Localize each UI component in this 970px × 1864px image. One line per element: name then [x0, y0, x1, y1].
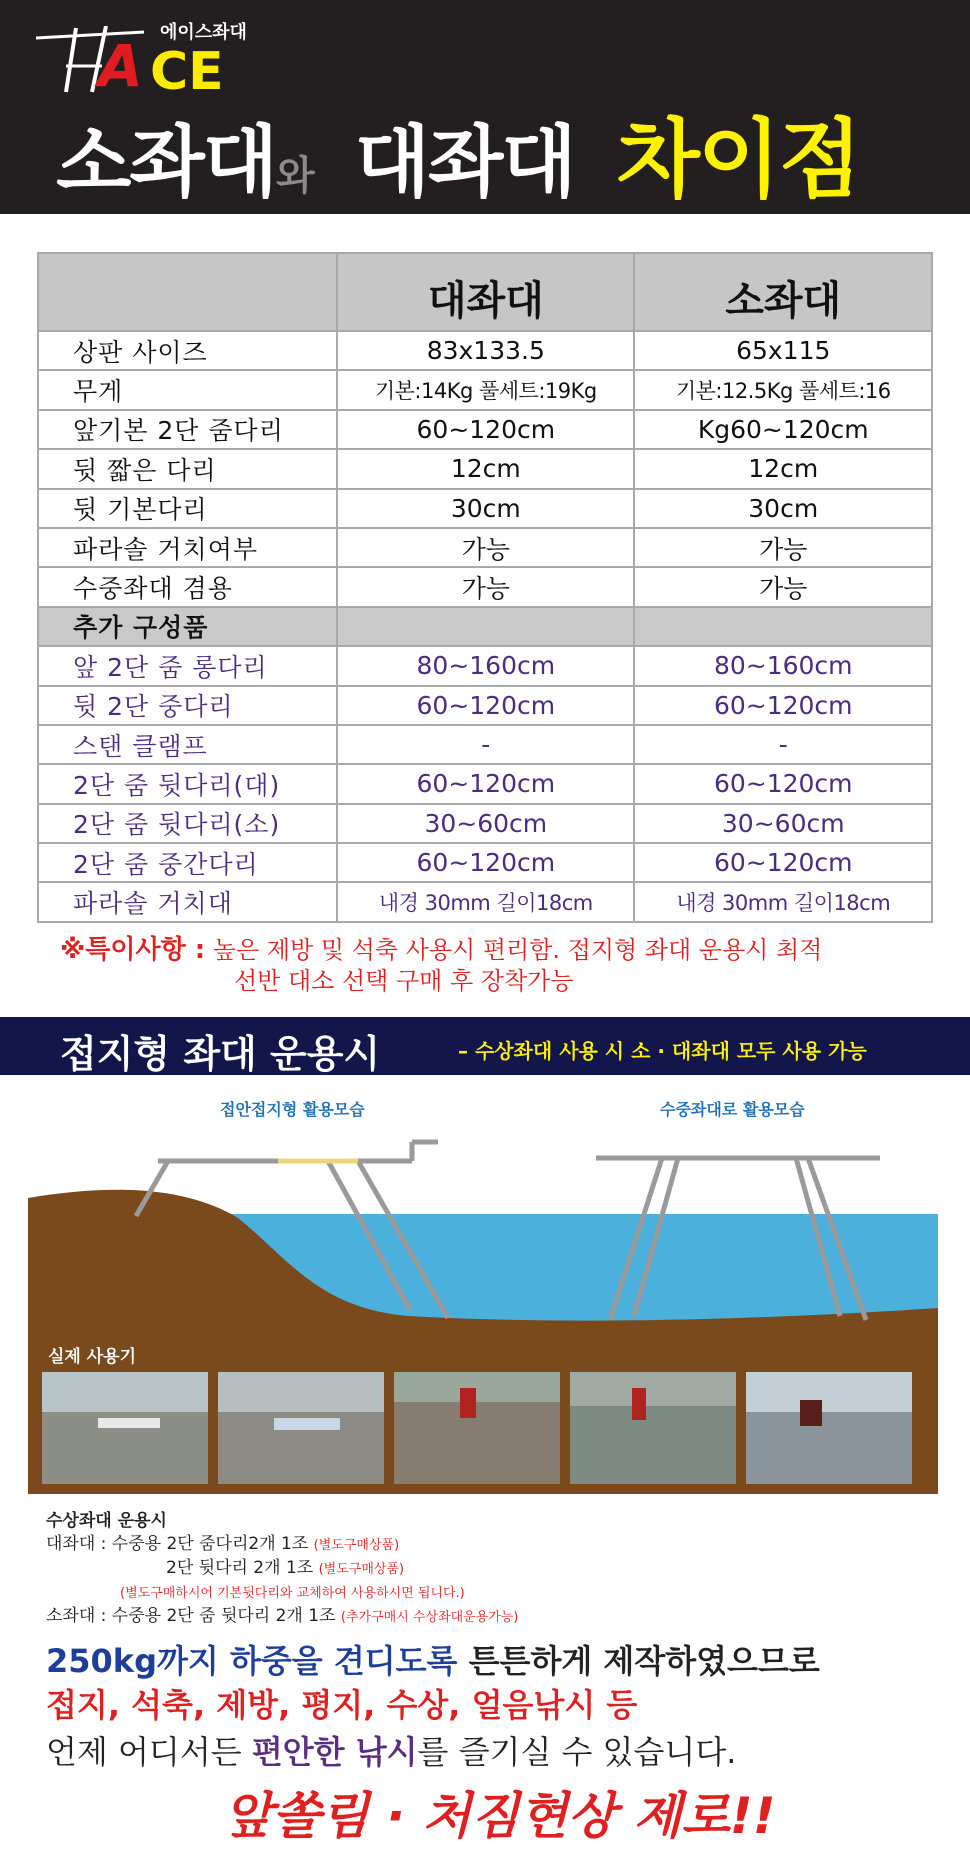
section-label: 추가 구성품 — [38, 607, 337, 646]
row-large-value: 60~120cm — [337, 686, 634, 725]
row-small-value: 60~120cm — [634, 843, 932, 882]
row-small-value: 12cm — [634, 449, 932, 488]
row-large-value: 12cm — [337, 449, 634, 488]
photo-5-chair — [800, 1400, 822, 1426]
row-label: 파라솔 거치대 — [38, 882, 337, 921]
usage-large-note-1: (별도구매상품) — [313, 1538, 400, 1553]
header-large-seat: 대좌대 — [337, 253, 634, 331]
row-small-value: 가능 — [634, 528, 932, 567]
special-note — [60, 935, 940, 997]
photo-1-seat — [98, 1418, 160, 1428]
row-large-value: 가능 — [337, 567, 634, 606]
table-row — [38, 843, 932, 882]
spec-comparison-table — [37, 252, 933, 923]
row-large-value: 60~120cm — [337, 764, 634, 803]
photo-4-sky — [570, 1372, 736, 1406]
photos-label: 실제 사용기 — [48, 1347, 137, 1367]
photo-4-chair — [632, 1388, 646, 1420]
table-header-row — [38, 253, 932, 331]
row-label: 앞기본 2단 줌다리 — [38, 410, 337, 449]
promo-line-1-highlight: 250kg까지 하중을 견디도록 — [46, 1642, 458, 1680]
header-empty-cell — [38, 253, 337, 331]
logo-letter-a: A — [98, 32, 143, 100]
row-large-value: 30cm — [337, 489, 634, 528]
usage-heading: 수상좌대 운용시 — [46, 1511, 167, 1531]
row-small-value: 내경 30mm 길이18cm — [634, 882, 932, 921]
row-large-value: 30~60cm — [337, 804, 634, 843]
row-small-value: 65x115 — [634, 331, 932, 370]
table-row — [38, 410, 932, 449]
usage-large-text-2: 2단 뒷다리 2개 1조 — [166, 1558, 314, 1578]
table-row — [38, 882, 932, 921]
page-title — [56, 90, 860, 210]
promo-line-1 — [46, 1636, 820, 1682]
promo-line-3-post: 를 즐기실 수 있습니다. — [417, 1733, 737, 1771]
promo-line-3 — [46, 1727, 736, 1773]
section-empty-cell — [634, 607, 932, 646]
row-label: 2단 줌 뒷다리(대) — [38, 764, 337, 803]
usage-large-line-1 — [46, 1533, 518, 1557]
title-connector: 와 — [276, 153, 315, 199]
banner-title: 접지형 좌대 운용시 — [60, 1032, 381, 1076]
row-small-value: 30cm — [634, 489, 932, 528]
water-usage-info — [46, 1510, 518, 1629]
caption-water-usage: 수중좌대로 활용모습 — [660, 1100, 805, 1119]
row-label: 앞 2단 줌 롱다리 — [38, 646, 337, 685]
row-label: 뒷 기본다리 — [38, 489, 337, 528]
note-prefix: ※특이사항 : — [60, 935, 206, 965]
table-row — [38, 370, 932, 409]
row-small-value: 60~120cm — [634, 686, 932, 725]
row-large-value: 60~120cm — [337, 843, 634, 882]
table-row — [38, 686, 932, 725]
header-small-seat: 소좌대 — [634, 253, 932, 331]
title-large-seat: 대좌대 — [354, 118, 575, 208]
usage-small-line — [46, 1605, 518, 1629]
photo-3-sky — [394, 1372, 560, 1402]
row-label: 파라솔 거치여부 — [38, 528, 337, 567]
usage-large-note-2: (별도구매상품) — [318, 1562, 405, 1577]
note-line-2: 선반 대소 선택 구매 후 장착가능 — [234, 967, 574, 995]
row-small-value: 기본:12.5Kg 풀세트:16 — [634, 370, 932, 409]
usage-banner — [0, 1017, 970, 1075]
usage-large-line-2 — [46, 1557, 518, 1581]
row-small-value: - — [634, 725, 932, 764]
row-small-value: 30~60cm — [634, 804, 932, 843]
header-banner — [0, 0, 970, 214]
usage-large-note-3: (별도구매하시어 기본뒷다리와 교체하여 사용하시면 됩니다.) — [120, 1586, 465, 1601]
row-small-value: 80~160cm — [634, 646, 932, 685]
promo-line-3-pre: 언제 어디서든 — [46, 1733, 252, 1771]
table-row — [38, 804, 932, 843]
row-label: 수중좌대 겸용 — [38, 567, 337, 606]
row-label: 상판 사이즈 — [38, 331, 337, 370]
title-small-seat: 소좌대 — [56, 118, 277, 208]
logo-subtitle: 에이스좌대 — [160, 22, 247, 43]
row-label: 스탠 클램프 — [38, 725, 337, 764]
row-large-value: 60~120cm — [337, 410, 634, 449]
promo-line-1-rest: 튼튼하게 제작하였으므로 — [457, 1642, 820, 1680]
table-row — [38, 725, 932, 764]
row-label: 뒷 짧은 다리 — [38, 449, 337, 488]
table-row — [38, 489, 932, 528]
usage-small-text: 소좌대 : 수중용 2단 줌 뒷다리 2개 1조 — [46, 1606, 336, 1626]
row-large-value: 내경 30mm 길이18cm — [337, 882, 634, 921]
photo-3-chair — [460, 1388, 476, 1418]
promo-line-2: 접지, 석축, 제방, 평지, 수상, 얼음낚시 등 — [46, 1686, 638, 1724]
usage-diagram — [28, 1088, 938, 1494]
row-large-value: 기본:14Kg 풀세트:19Kg — [337, 370, 634, 409]
table-row — [38, 567, 932, 606]
row-label: 2단 줌 중간다리 — [38, 843, 337, 882]
photo-5-sky — [746, 1372, 912, 1412]
row-large-value: - — [337, 725, 634, 764]
photo-1-sky — [42, 1372, 208, 1412]
table-row — [38, 528, 932, 567]
table-row — [38, 646, 932, 685]
row-label: 2단 줌 뒷다리(소) — [38, 804, 337, 843]
logo-letters-ce: CE — [150, 42, 224, 102]
row-small-value: 가능 — [634, 567, 932, 606]
row-large-value: 83x133.5 — [337, 331, 634, 370]
promo-line-3-highlight: 편안한 낚시 — [251, 1733, 418, 1771]
row-label: 무게 — [38, 370, 337, 409]
note-line-1: 높은 제방 및 석축 사용시 편리함. 접지형 좌대 운용시 최적 — [212, 936, 823, 964]
row-label: 뒷 2단 중다리 — [38, 686, 337, 725]
photo-2-seat — [274, 1418, 340, 1430]
row-large-value: 가능 — [337, 528, 634, 567]
row-small-value: Kg60~120cm — [634, 410, 932, 449]
caption-bank-usage: 접안접지형 활용모습 — [220, 1100, 365, 1119]
table-row — [38, 449, 932, 488]
title-difference: 차이점 — [616, 110, 860, 210]
banner-subtitle: – 수상좌대 사용 시 소 · 대좌대 모두 사용 가능 — [458, 1039, 867, 1063]
section-row-extras — [38, 607, 932, 646]
photo-2-sky — [218, 1372, 384, 1412]
table-row — [38, 764, 932, 803]
section-empty-cell — [337, 607, 634, 646]
table-row — [38, 331, 932, 370]
usage-large-line-3 — [46, 1581, 518, 1605]
row-large-value: 80~160cm — [337, 646, 634, 685]
row-small-value: 60~120cm — [634, 764, 932, 803]
usage-large-text-1: 대좌대 : 수중용 2단 줌다리2개 1조 — [46, 1534, 309, 1554]
usage-small-note: (추가구매시 수상좌대운용가능) — [340, 1610, 519, 1625]
promo-slogan: 앞쏠림 · 처짐현상 제로!! — [224, 1787, 776, 1845]
